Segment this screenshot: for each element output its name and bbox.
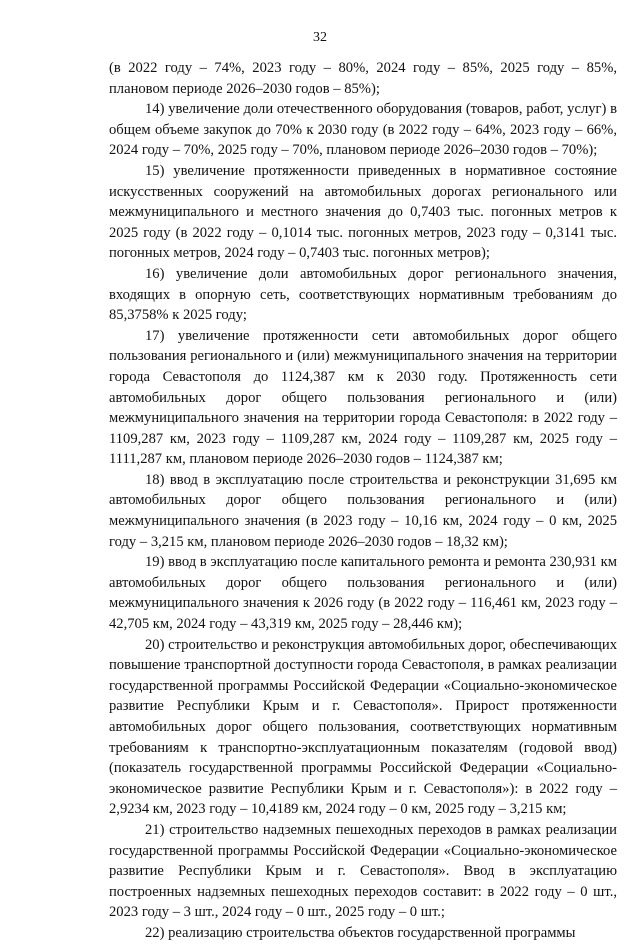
paragraph-p15: 15) увеличение протяженности приведенных в нормативное состояние искусственных сооружений на автомобильных дорогах регионального или межмуниципального и местного значения до 0,7403 тыс. погонных метров к 2025 году (в 2022 году – 0,1014 тыс. погонных метров, 2023 году – 0,3141 тыс. погонных метров, 2024 году – 0,7403 тыс. погонных метров); [109,162,617,262]
page-number: 32 [313,30,327,45]
paragraph-p14: 14) увеличение доли отечественного оборудования (товаров, работ, услуг) в общем объеме закупок до 70% к 2030 году (в 2022 году – 64%, 2023 году – 66%, 2024 году – 70%, 2025 году – 70%, плановом периоде 2026–2030 годов – 70%); [109,101,617,159]
paragraph-p0: (в 2022 году – 74%, 2023 году – 80%, 2024 году – 85%, 2025 году – 85%, плановом периоде 2026–2030 годов – 85%); [109,60,617,97]
paragraph-p17: 17) увеличение протяженности сети автомобильных дорог общего пользования регионального и (или) межмуниципального значения на территории города Севастополя до 1124,387 км к 2030 году. Протяженность сети автомобильных дорог общего пользования регионального и (или) межмуниципального значения на территории города Севастополя: в 2022 году – 1109,287 км, 2023 году – 1109,287 км, 2024 году – 1109,287 км, 2025 году – 1111,287 км, плановом периоде 2026–2030 годов – 1124,387 км; [109,327,617,468]
paragraph-p21: 21) строительство надземных пешеходных переходов в рамках реализации государственной программы Российской Федерации «Социально-экономическое развитие Республики Крым и г. Севастополя». Ввод в эксплуатацию построенных надземных пешеходных переходов составит: в 2022 году – 0 шт., 2023 году – 3 шт., 2024 году – 0 шт., 2025 году – 0 шт.; [109,821,617,921]
paragraph-p19: 19) ввод в эксплуатацию после капитального ремонта и ремонта 230,931 км автомобильных дорог общего пользования регионального и (или) межмуниципального значения к 2026 году (в 2022 году – 116,461 км, 2023 году – 42,705 км, 2024 году – 43,319 км, 2025 году – 28,446 км); [109,554,617,633]
document-body [109,58,617,944]
paragraph-p16: 16) увеличение доли автомобильных дорог регионального значения, входящих в опорную сеть, соответствующих нормативным требованиям до 85,3758% к 2025 году; [109,265,617,324]
paragraph-p18: 18) ввод в эксплуатацию после строительства и реконструкции 31,695 км автомобильных дорог общего пользования регионального и (или) межмуниципального значения (в 2023 году – 10,16 км, 2024 году – 0 км, 2025 году – 3,215 км, плановом периоде 2026–2030 годов – 18,32 км); [109,471,617,550]
paragraph-p20: 20) строительство и реконструкция автомобильных дорог, обеспечивающих повышение транспортной доступности города Севастополя, в рамках реализации государственной программы Российской Федерации «Социально-экономическое развитие Республики Крым и г. Севастополя». Прирост протяженности автомобильных дорог общего пользования, соответствующих нормативным требованиям к транспортно-эксплуатационным показателям (годовой ввод) (показатель государственной программы Российской Федерации «Социально-экономическое развитие Республики Крым и г. Севастополя»): в 2022 году – 2,9234 км, 2023 году – 10,4189 км, 2024 году – 0 км, 2025 году – 3,215 км; [109,636,617,818]
paragraph-p22: 22) реализацию строительства объектов государственной программы [145,924,576,941]
